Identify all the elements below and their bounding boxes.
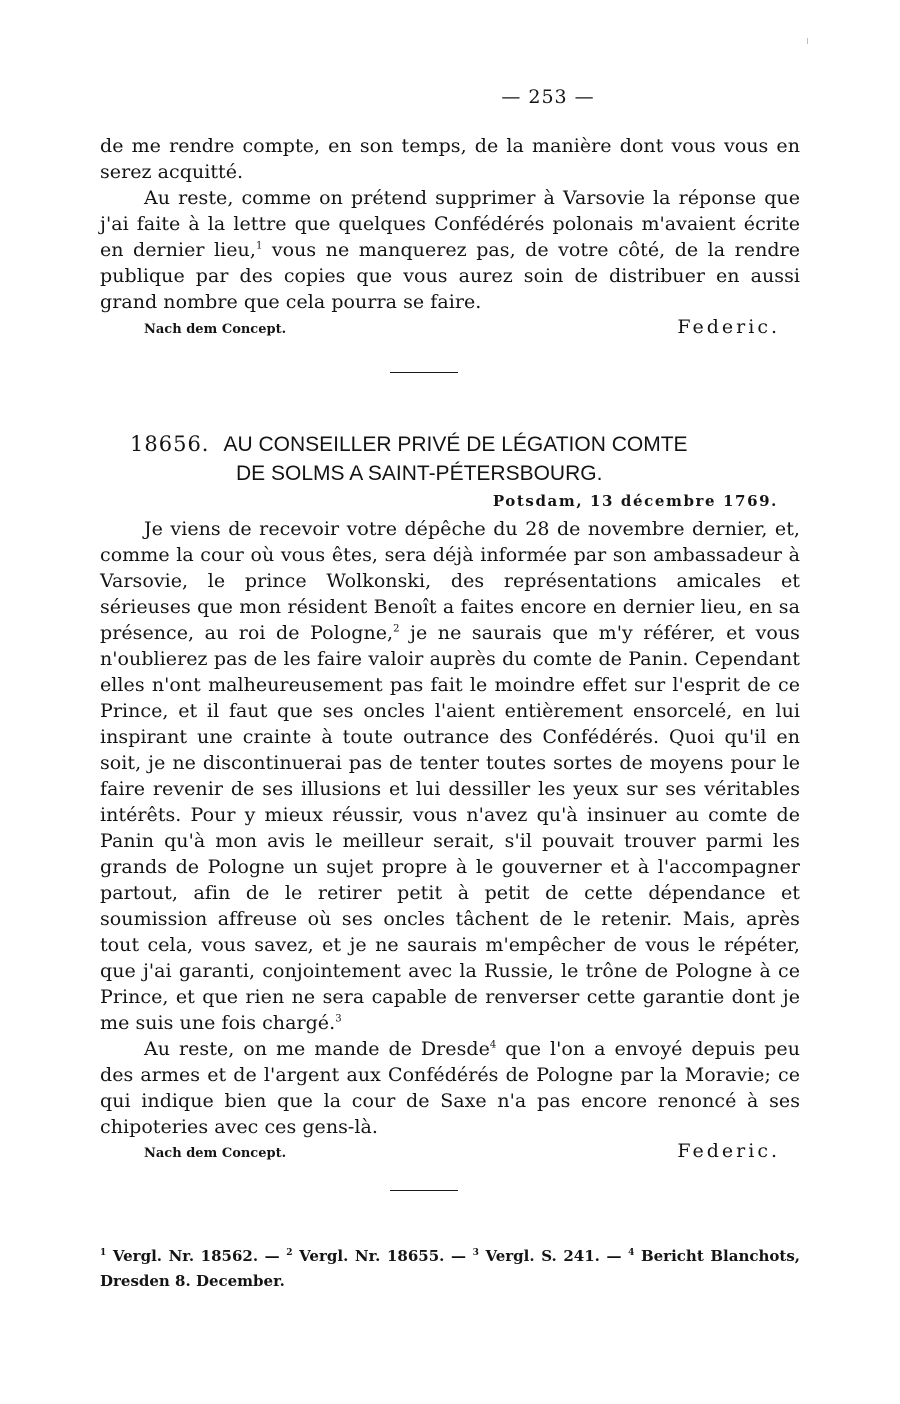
- letter-number: 18656.: [130, 432, 210, 456]
- footnotes: [100, 1244, 800, 1294]
- scan-speck: [807, 38, 808, 44]
- footnote-marker: 1: [100, 1248, 107, 1258]
- first-letter-body: [100, 133, 800, 315]
- first-letter-paragraph-2: [100, 185, 800, 315]
- dateline: Potsdam, 13 décembre 1769.: [492, 492, 778, 510]
- paragraph-text: Au reste, comme on prétend supprimer à Varsovie la réponse que j'ai faite à la lettre que quelques Confédérés polonais m'avaient écrite en dernier lieu,: [100, 187, 800, 261]
- footnote-marker: 2: [286, 1248, 293, 1258]
- first-letter-paragraph-1: [100, 133, 800, 185]
- second-letter-paragraph-2: [100, 1036, 800, 1140]
- first-letter-closing: [100, 316, 780, 344]
- paragraph-text: de me rendre compte, en son temps, de la manière dont vous vous en serez acquitté.: [100, 135, 800, 183]
- footnote-marker: 2: [393, 623, 400, 635]
- paragraph-text: je ne saurais que m'y référer, et vous n'oublierez pas de les faire valoir auprès du comte de Panin. Cependant elles n'ont malheureusement pas fait le moindre effet sur l'esprit de ce Prince, et il faut que ses oncles l'aient entièrement ensorcelé, en lui inspirant une crainte à toute outrance des Confédérés. Quoi qu'il en soit, je ne discontinuerai pas de tenter toutes sortes de moyens pour le faire revenir de ses illusions et lui dessiller les yeux sur ses véritables intérêts. Pour y mieux réussir, vous n'avez qu'à insinuer au comte de Panin qu'à mon avis le meilleur serait, s'il pouvait trouver parmi les grands de Pologne un sujet propre à le gouverner et à l'accompagner partout, afin de le retirer petit à petit de cette dépendance et soumission affreuse où ses oncles tâchent de le retenir. Mais, après tout cela, vous savez, et je ne saurais m'empêcher de vous le répéter, que j'ai garanti, conjointement avec la Russie, le trône de Pologne à ce Prince, et que rien ne sera capable de renverser cette garantie dont je me suis une fois chargé.: [100, 622, 800, 1034]
- paragraph-text: Je viens de recevoir votre dépêche du 28 de novembre dernier, et, comme la cour où vous êtes, sera déjà informée par son ambassadeur à Varsovie, le prince Wolkonski, des représentations amicales et sérieuses que mon résident Benoît a faites encore en dernier lieu, en sa présence, au roi de Pologne,: [100, 518, 800, 644]
- source-note: Nach dem Concept.: [144, 1146, 287, 1161]
- footnote-marker: 3: [472, 1248, 479, 1258]
- footnote-marker: 4: [489, 1039, 497, 1051]
- footnote-text: Bericht Blanchots, Dresden 8. December.: [100, 1247, 800, 1290]
- footnote-text: Vergl. Nr. 18562. —: [106, 1247, 287, 1265]
- signature: Federic.: [677, 1140, 780, 1162]
- page-number: — 253 —: [501, 86, 595, 108]
- section-divider: [390, 372, 458, 373]
- heading-line-2: DE SOLMS A SAINT-PÉTERSBOURG.: [236, 462, 603, 485]
- footnote-text: Vergl. Nr. 18655. —: [292, 1247, 473, 1265]
- footnote-text: Vergl. S. 241. —: [478, 1247, 629, 1265]
- signature: Federic.: [677, 316, 780, 338]
- source-note: Nach dem Concept.: [144, 322, 287, 337]
- paragraph-text: que l'on a envoyé depuis peu des armes et de l'argent aux Confédérés de Pologne par la Moravie; ce qui indique bien que la cour de Saxe n'a pas encore renoncé à ses chipoteries avec ces gens-là.: [100, 1038, 801, 1138]
- paragraph-text: vous ne manquerez pas, de votre côté, de la rendre publique par des copies que vous aurez soin de distribuer en aussi grand nombre que cela pourra se faire.: [100, 239, 800, 313]
- second-letter-body: [100, 516, 800, 1140]
- paragraph-text: Au reste, on me mande de Dresde: [144, 1038, 490, 1060]
- second-letter-paragraph-1: [100, 516, 800, 1036]
- letter-heading: [130, 430, 770, 488]
- section-divider: [390, 1190, 458, 1191]
- footnote-marker: 4: [628, 1248, 635, 1258]
- footnote-marker: 1: [255, 240, 263, 252]
- footnote-marker: 3: [335, 1013, 342, 1025]
- heading-line-1: AU CONSEILLER PRIVÉ DE LÉGATION COMTE: [223, 433, 688, 456]
- second-letter-closing: [100, 1140, 780, 1168]
